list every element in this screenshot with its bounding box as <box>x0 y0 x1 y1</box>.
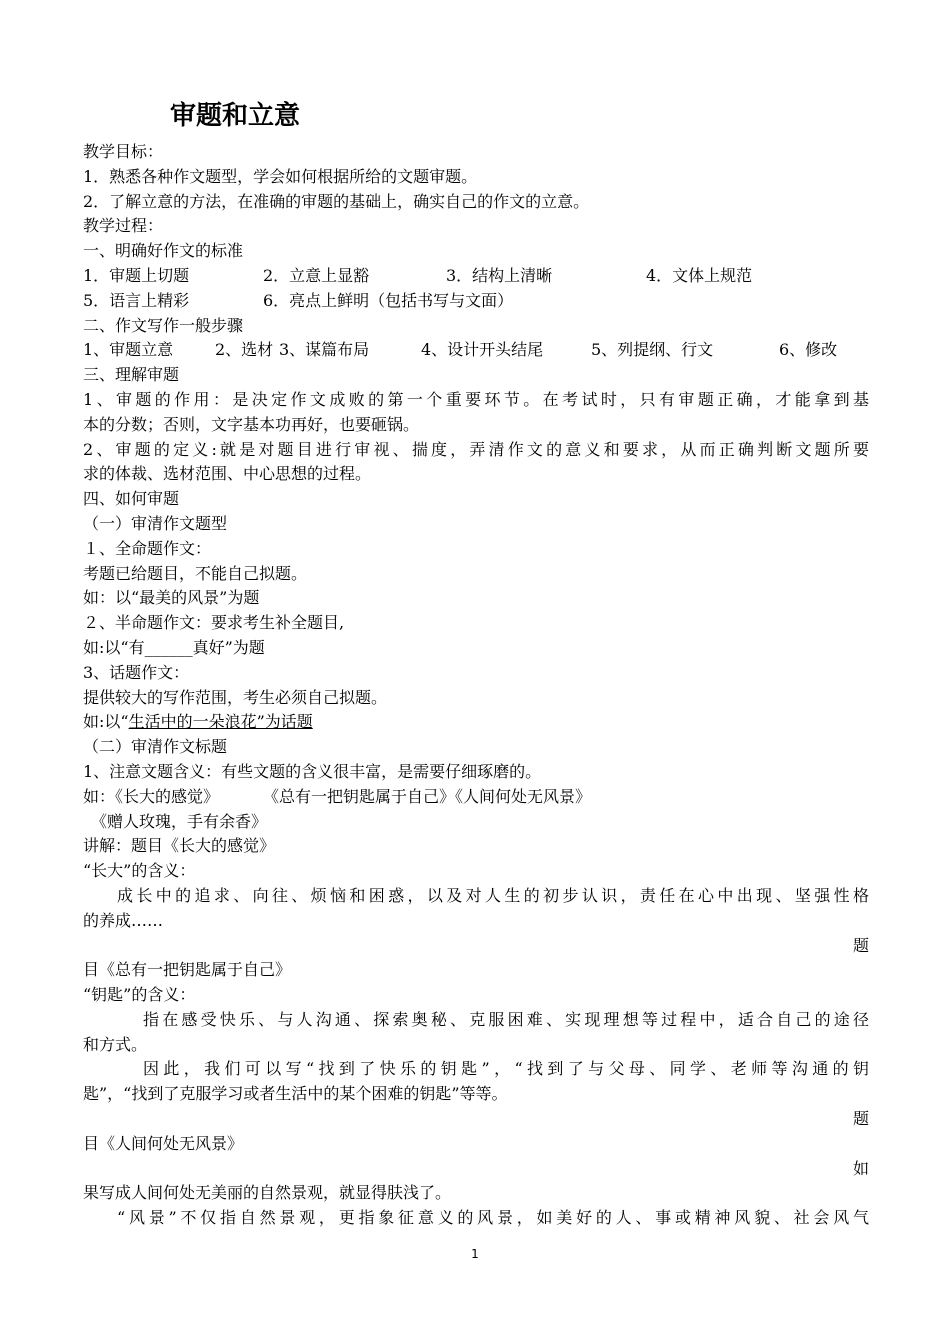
text-fragment: 《总有一把钥匙属于自己》《人间何处无风景》 <box>271 786 592 806</box>
list-item: 5、列提纲、行文 <box>591 340 714 360</box>
text-line: 果写成人间何处无美丽的自然景观，就显得肤浅了。 <box>83 1183 452 1203</box>
list-item: 6、修改 <box>779 340 838 360</box>
subsection-heading: （一）审清作文题型 <box>83 513 228 533</box>
text-line <box>83 710 869 735</box>
text-line: 1、审题的作用：是决定作文成败的第一个重要环节。在考试时，只有审题正确，才能拿到基 <box>83 389 869 409</box>
list-item: 4．文体上规范 <box>646 265 753 285</box>
text-line: 1．熟悉各种作文题型，学会如何根据所给的文题审题。 <box>83 166 478 186</box>
section-heading: 二、作文写作一般步骤 <box>83 315 244 335</box>
text-line: 目《总有一把钥匙属于自己》 <box>83 960 292 980</box>
list-item: 3．结构上清晰 <box>446 265 553 285</box>
text-line: “钥匙”的含义： <box>83 985 196 1005</box>
text-line: 2、审题的定义:就是对题目进行审视、揣度，弄清作文的意义和要求，从而正确判断文题所要 <box>83 439 869 459</box>
text-line: 的养成…… <box>83 910 164 930</box>
page-title: 审题和立意 <box>170 101 301 131</box>
text-line: 教学目标： <box>83 142 164 161</box>
text-line: 讲解：题目《长大的感觉》 <box>83 836 276 856</box>
text-line: 考题已给题目，不能自己拟题。 <box>83 563 308 583</box>
section-heading: 一、明确好作文的标准 <box>83 241 244 261</box>
list-item: 6．亮点上鲜明（包括书写与文面） <box>263 290 514 310</box>
underlined-text: 生活中的一朵浪花”为话题 <box>128 712 313 732</box>
text-line: 本的分数；否则，文字基本功再好，也要砸锅。 <box>83 414 420 434</box>
text-line: 2．了解立意的方法，在准确的审题的基础上，确实自己的作文的立意。 <box>83 191 590 211</box>
text-line: 如:以“有______真好”为题 <box>83 637 265 657</box>
text-line: 提供较大的写作范围，考生必须自己拟题。 <box>83 687 388 707</box>
text-line: 1、注意文题含义：有些文题的含义很丰富，是需要仔细琢磨的。 <box>83 761 542 781</box>
text-line: 指在感受快乐、与人沟通、探索奥秘、克服困难、实现理想等过程中，适合自己的途径 <box>143 1009 869 1029</box>
text-line: “风景”不仅指自然景观，更指象征意义的风景，如美好的人、事或精神风貌、社会风气 <box>117 1208 869 1228</box>
section-heading: 三、理解审题 <box>83 365 180 385</box>
text-line: 教学过程： <box>83 216 164 236</box>
list-item: 1．审题上切题 <box>83 265 190 285</box>
text-line: 3、话题作文： <box>83 662 190 682</box>
text-line: ２、半命题作文：要求考生补全题目, <box>83 613 345 633</box>
standards-row-1 <box>83 264 869 289</box>
text-line: １、全命题作文： <box>83 538 212 558</box>
document-body <box>83 140 869 1231</box>
list-item: 4、设计开头结尾 <box>421 340 544 360</box>
standards-row-2 <box>83 289 869 314</box>
steps-row <box>83 338 869 363</box>
text-line: 成长中的追求、向往、烦恼和困惑，以及对人生的初步认识，责任在心中出现、坚强性格 <box>117 885 869 905</box>
text-line: 《赠人玫瑰，手有余香》 <box>91 811 268 831</box>
text-line: 目《人间何处无风景》 <box>83 1133 244 1153</box>
list-item: 1、审题立意 <box>83 340 174 360</box>
text-line <box>83 785 869 810</box>
text-line: 和方式。 <box>83 1034 148 1054</box>
text-line: 题 <box>852 935 869 955</box>
text-line: 题 <box>852 1109 869 1129</box>
text-line: “长大”的含义： <box>83 861 196 881</box>
text-fragment: 如：《长大的感觉》 <box>83 786 220 806</box>
page-number: 1 <box>471 1247 479 1261</box>
text-line: 如 <box>852 1158 869 1178</box>
list-item: 2、选材 <box>215 340 274 360</box>
text-line: 匙”，“找到了克服学习或者生活中的某个困难的钥匙”等等。 <box>83 1084 508 1104</box>
text-fragment: 如:以“ <box>83 712 129 732</box>
subsection-heading: （二）审清作文标题 <box>83 737 228 757</box>
list-item: 5．语言上精彩 <box>83 290 190 310</box>
list-item: 2．立意上显豁 <box>263 265 370 285</box>
text-line: 因此，我们可以写“找到了快乐的钥匙”，“找到了与父母、同学、老师等沟通的钥 <box>143 1059 869 1079</box>
section-heading: 四、如何审题 <box>83 489 180 509</box>
list-item: 3、谋篇布局 <box>279 340 370 360</box>
text-line: 求的体裁、选材范围、中心思想的过程。 <box>83 464 372 484</box>
text-line: 如：以“最美的风景”为题 <box>83 588 260 608</box>
